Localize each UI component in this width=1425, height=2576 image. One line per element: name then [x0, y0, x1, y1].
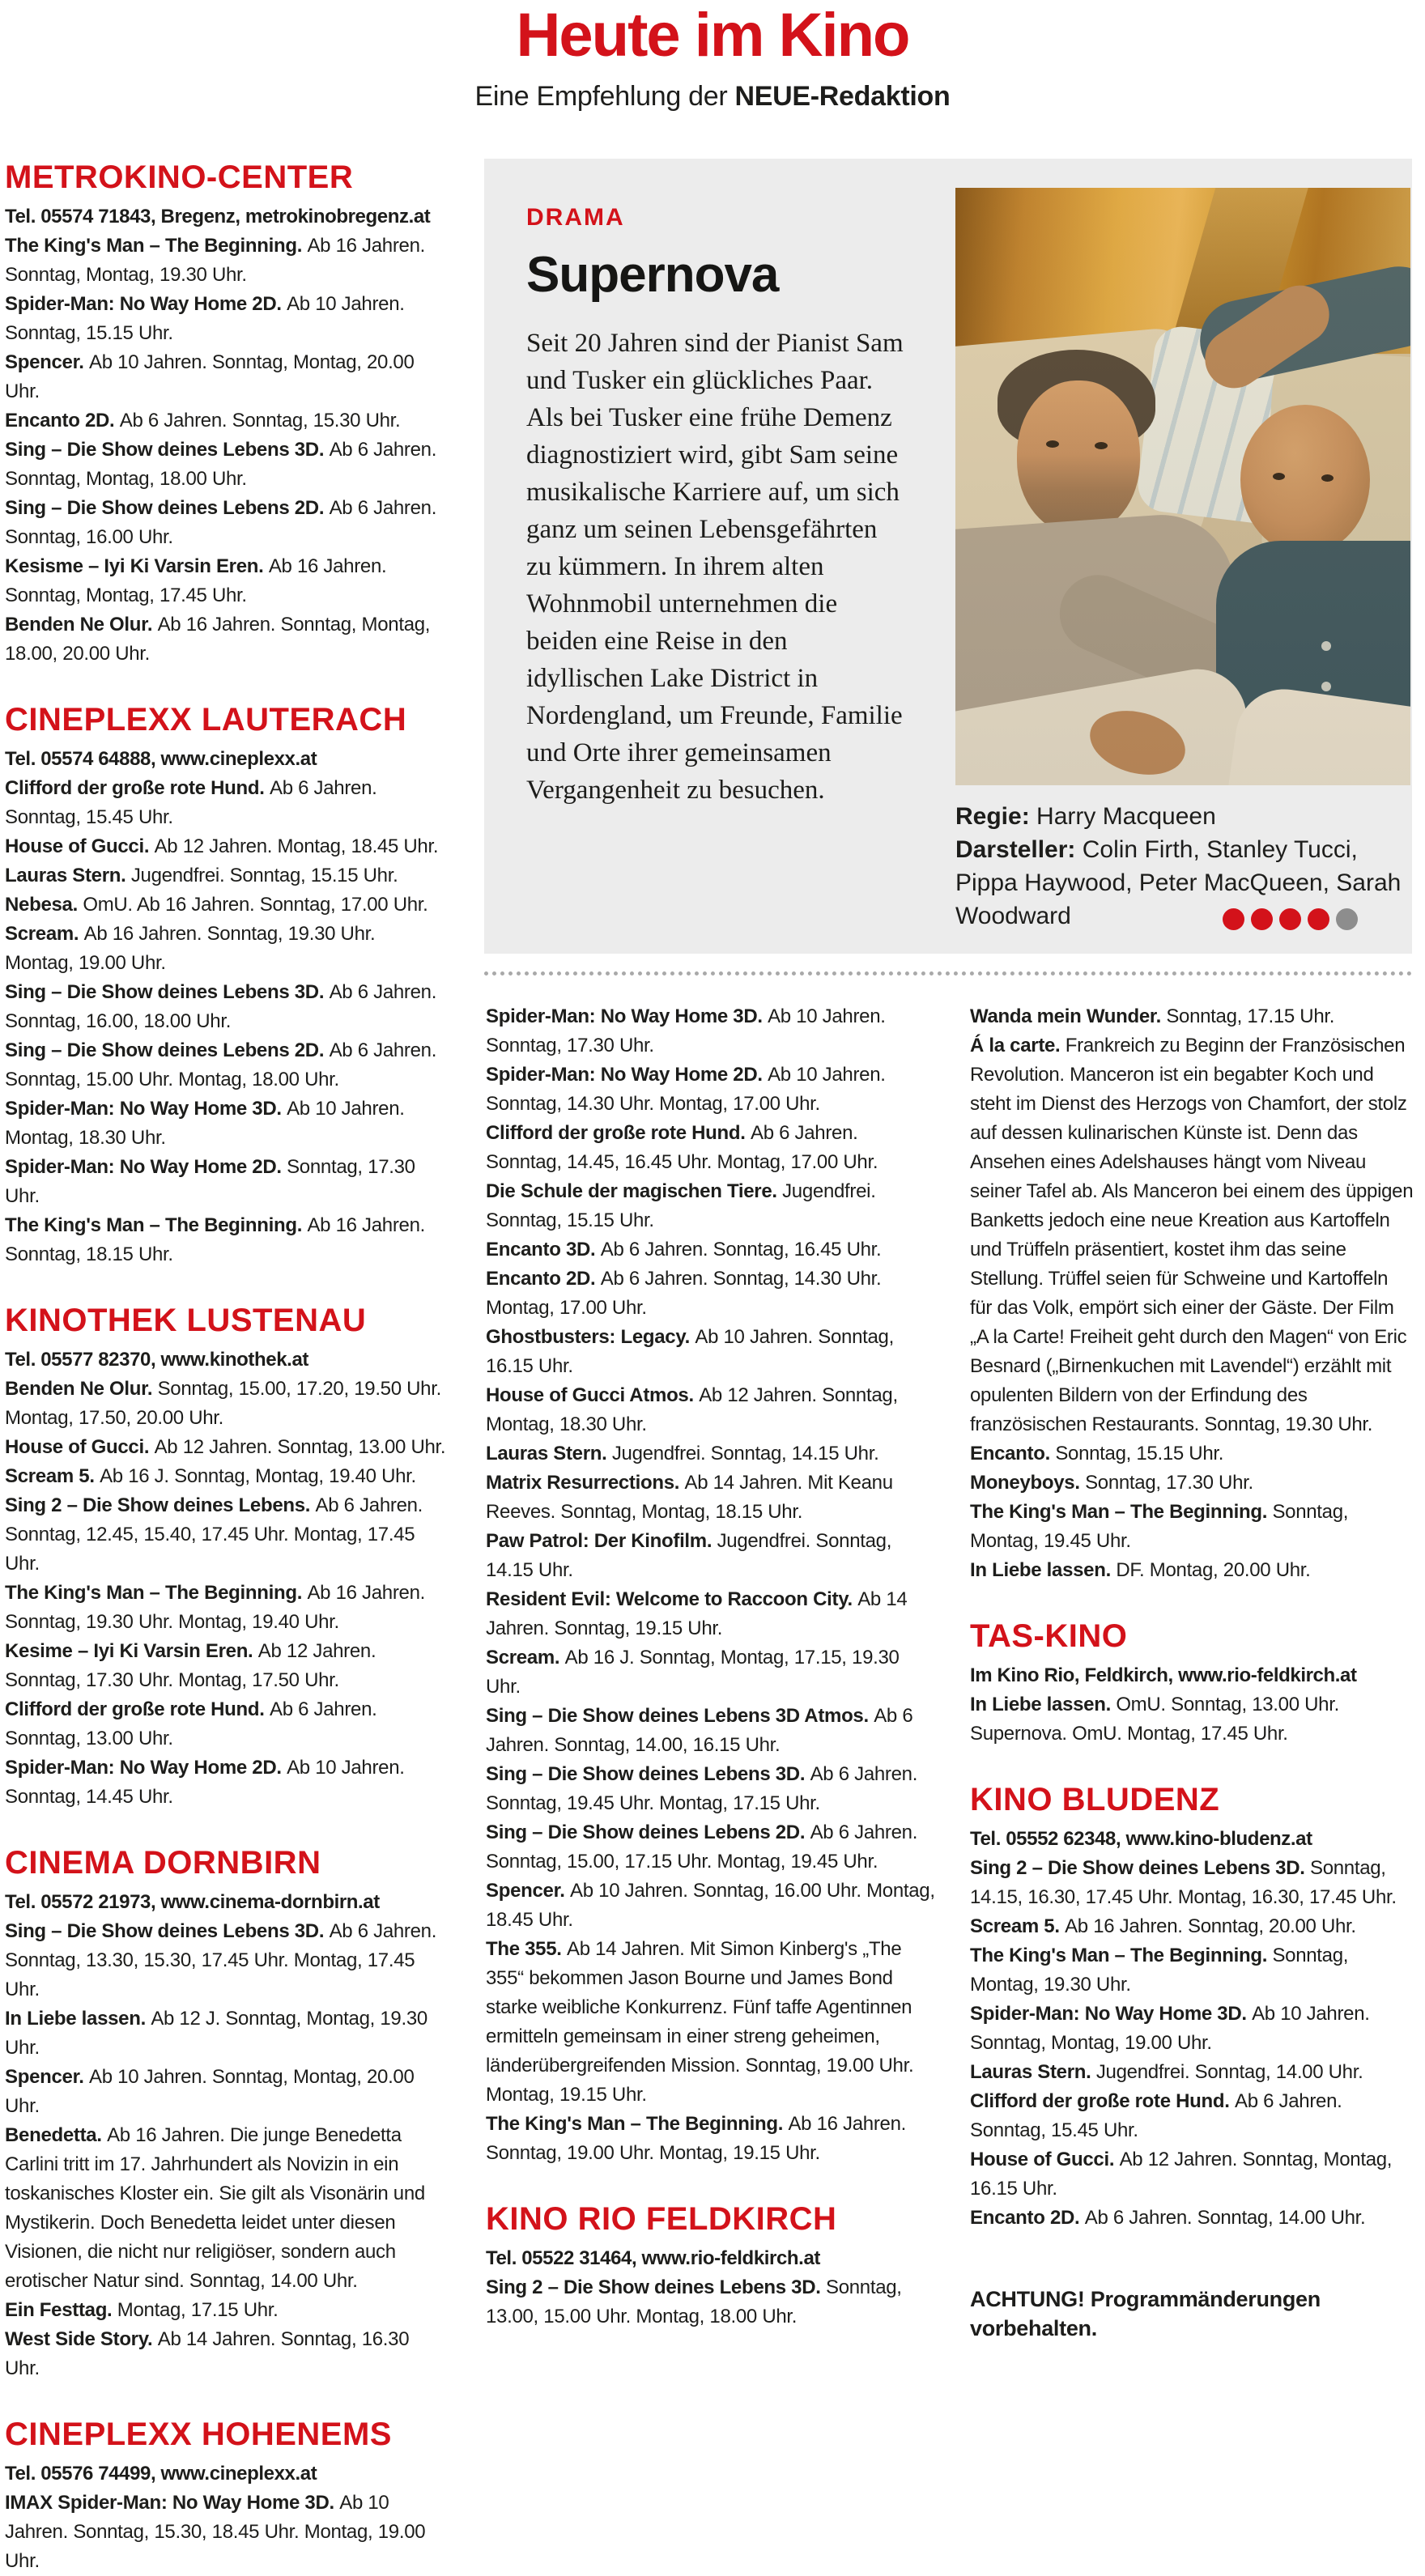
feature-film-title: Supernova	[526, 247, 779, 303]
film-showtimes: Ab 10 Jahren. Sonntag, Montag, 20.00 Uhr.	[5, 351, 415, 402]
film-title: Kesime – Iyi Ki Varsin Eren.	[5, 1640, 258, 1662]
subtitle-brand: NEUE-Redaktion	[734, 81, 951, 112]
film-title: Spider-Man: No Way Home 3D.	[5, 1098, 287, 1120]
film-title: Wanda mein Wunder.	[970, 1005, 1167, 1027]
film-showtimes: Ab 6 Jahren. Sonntag, 13.00 Uhr.	[5, 1698, 377, 1749]
film-showtimes: Ab 16 Jahren. Sonntag, Montag, 18.00, 20.00 Uhr.	[5, 614, 431, 665]
film-showtimes: Ab 14 Jahren. Mit Simon Kinberg's „The 355“ bekommen Jason Bourne und James Bond starke weibliche Konkurrenz. Fünf taffe Agentinnen ermitteln gemeinsam in einer streng geheimen, länderübergreifenden Mission. Sonntag, 19.00 Uhr. Montag, 19.15 Uhr.	[486, 1938, 914, 2106]
film-showtimes: OmU. Sonntag, 13.00 Uhr.	[1116, 1694, 1339, 1715]
section-header: KINO BLUDENZ	[970, 1782, 1220, 1817]
cinema-info: Tel. 05574 64888, www.cineplexx.at	[5, 748, 317, 770]
film-showtimes: Ab 10 Jahren. Sonntag, 17.30 Uhr.	[486, 1005, 886, 1056]
film-title: House of Gucci.	[970, 2149, 1120, 2170]
film-showtimes: Ab 16 J. Sonntag, Montag, 17.15, 19.30 Uhr.	[486, 1647, 900, 1698]
film-listing	[486, 1002, 936, 1061]
film-listing	[486, 1643, 936, 1702]
film-title: Sing – Die Show deines Lebens 3D Atmos.	[486, 1705, 874, 1727]
film-showtimes: Ab 6 Jahren. Sonntag, 19.45 Uhr. Montag, 17.15 Uhr.	[486, 1763, 918, 1814]
film-listing	[5, 436, 449, 494]
film-title: Sing – Die Show deines Lebens 3D.	[5, 1920, 330, 1942]
film-showtimes: Ab 6 Jahren. Sonntag, Montag, 18.00 Uhr.	[5, 439, 437, 490]
rating-dot-filled	[1223, 908, 1244, 930]
feature-review-panel	[484, 159, 1412, 954]
film-title: Die Schule der magischen Tiere.	[486, 1180, 783, 1202]
film-listing	[486, 1235, 936, 1265]
film-listing	[5, 1917, 449, 2004]
film-title: Spider-Man: No Way Home 3D.	[970, 2003, 1253, 2025]
section-header: KINOTHEK LUSTENAU	[5, 1303, 367, 1338]
film-listing	[486, 1061, 936, 1119]
film-listing	[970, 1854, 1414, 1912]
film-title: Spencer.	[486, 1880, 571, 1902]
film-listing	[5, 406, 449, 436]
cinema-info: Tel. 05552 62348, www.kino-bludenz.at	[970, 1828, 1312, 1850]
film-title: Sing 2 – Die Show deines Lebens.	[5, 1494, 316, 1516]
film-title: IMAX Spider-Man: No Way Home 3D.	[5, 2492, 340, 2514]
film-title: The King's Man – The Beginning.	[5, 1582, 308, 1604]
film-showtimes: Ab 6 Jahren. Sonntag, 16.00 Uhr.	[5, 497, 437, 548]
film-listing	[970, 1690, 1414, 1719]
cinema-info: Tel. 05572 21973, www.cinema-dornbirn.at	[5, 1891, 380, 1913]
film-title: Scream.	[5, 923, 84, 945]
film-showtimes: Sonntag, Montag, 19.30 Uhr.	[970, 1945, 1349, 1996]
film-listing	[5, 1211, 449, 1269]
film-title: Resident Evil: Welcome to Raccoon City.	[486, 1588, 858, 1610]
film-showtimes: Ab 12 Jahren. Sonntag, 13.00 Uhr.	[154, 1436, 446, 1458]
film-showtimes: Ab 6 Jahren. Sonntag, 13.30, 15.30, 17.45 Uhr. Montag, 17.45 Uhr.	[5, 1920, 437, 2000]
film-showtimes: Jugendfrei. Sonntag, 14.15 Uhr.	[611, 1443, 879, 1464]
film-showtimes: Ab 16 Jahren. Sonntag, Montag, 17.45 Uhr.	[5, 555, 387, 606]
film-showtimes: Ab 10 Jahren. Sonntag, 16.00 Uhr. Montag, 18.45 Uhr.	[486, 1880, 935, 1931]
film-showtimes: Jugendfrei. Sonntag, 15.15 Uhr.	[130, 865, 398, 886]
film-showtimes: Ab 16 Jahren. Sonntag, 18.15 Uhr.	[5, 1214, 425, 1265]
film-title: Lauras Stern.	[970, 2061, 1096, 2083]
film-listing	[486, 1818, 936, 1877]
cinema-info: Tel. 05576 74499, www.cineplexx.at	[5, 2463, 317, 2485]
film-showtimes: Ab 10 Jahren. Sonntag, 16.15 Uhr.	[486, 1326, 894, 1377]
rating-dots	[1223, 908, 1358, 930]
film-showtimes: Ab 6 Jahren. Sonntag, 15.00, 17.15 Uhr. Montag, 19.45 Uhr.	[486, 1821, 918, 1872]
film-title: Benden Ne Olur.	[5, 1378, 158, 1400]
film-showtimes: Ab 6 Jahren. Sonntag, 16.45 Uhr.	[600, 1239, 882, 1260]
film-listing	[5, 1753, 449, 1812]
film-showtimes: Ab 6 Jahren. Sonntag, 14.45, 16.45 Uhr. Montag, 17.00 Uhr.	[486, 1122, 878, 1173]
film-listing	[5, 610, 449, 669]
film-listing	[970, 1002, 1414, 1031]
film-showtimes: Sonntag, 17.30 Uhr.	[5, 1156, 415, 1207]
film-listing	[970, 2058, 1414, 2087]
film-title: The 355.	[486, 1938, 568, 1960]
listings-column-middle	[486, 1002, 936, 2332]
film-listing	[5, 2121, 449, 2296]
film-listing	[486, 1702, 936, 1760]
film-listing	[5, 1579, 449, 1637]
feature-photo-still	[955, 188, 1410, 785]
film-listing	[5, 348, 449, 406]
film-listing	[5, 978, 449, 1036]
film-title: Encanto 3D.	[486, 1239, 601, 1260]
film-listing	[486, 1265, 936, 1323]
film-title: Scream 5.	[970, 1915, 1066, 1937]
film-showtimes: Ab 10 Jahren. Sonntag, Montag, 19.00 Uhr.	[970, 2003, 1370, 2054]
film-listing	[5, 920, 449, 978]
film-showtimes: Ab 14 Jahren. Sonntag, 16.30 Uhr.	[5, 2328, 410, 2379]
film-showtimes: DF. Montag, 20.00 Uhr.	[1116, 1559, 1311, 1581]
film-showtimes: Ab 16 Jahren. Sonntag, 19.00 Uhr. Montag, 19.15 Uhr.	[486, 2113, 906, 2164]
regie-value: Harry Macqueen	[1029, 803, 1216, 830]
film-listing	[5, 2063, 449, 2121]
film-listing	[970, 2145, 1414, 2204]
film-listing	[5, 861, 449, 891]
film-showtimes: Ab 14 Jahren. Sonntag, 19.15 Uhr.	[486, 1588, 908, 1639]
film-title: Lauras Stern.	[5, 865, 131, 886]
film-listing	[486, 1935, 936, 2110]
film-title: The King's Man – The Beginning.	[486, 2113, 789, 2135]
film-showtimes: Montag, 17.15 Uhr.	[117, 2299, 279, 2321]
film-title: House of Gucci Atmos.	[486, 1384, 700, 1406]
film-title: Clifford der große rote Hund.	[5, 777, 270, 799]
film-title: Kesisme – Iyi Ki Varsin Eren.	[5, 555, 269, 577]
film-listing	[486, 2110, 936, 2168]
cinema-info: Tel. 05577 82370, www.kinothek.at	[5, 1349, 308, 1371]
film-showtimes: Sonntag, 15.15 Uhr.	[1055, 1443, 1224, 1464]
section-header: KINO RIO FELDKIRCH	[486, 2201, 837, 2237]
film-listing	[970, 1498, 1414, 1556]
film-title: Sing – Die Show deines Lebens 3D.	[486, 1763, 810, 1785]
film-title: Á la carte.	[970, 1035, 1066, 1056]
film-listing	[486, 1323, 936, 1381]
film-title: Clifford der große rote Hund.	[5, 1698, 270, 1720]
film-listing	[486, 2273, 936, 2332]
section-header: TAS-KINO	[970, 1618, 1128, 1654]
film-title: Sing – Die Show deines Lebens 3D.	[5, 439, 330, 461]
film-listing	[970, 2204, 1414, 2233]
film-title: Spider-Man: No Way Home 2D.	[486, 1064, 768, 1086]
film-title: Sing – Die Show deines Lebens 2D.	[5, 1039, 330, 1061]
film-title: Sing – Die Show deines Lebens 2D.	[5, 497, 330, 519]
film-title: Ghostbusters: Legacy.	[486, 1326, 695, 1348]
film-listing	[970, 1031, 1414, 1439]
film-title: Encanto 2D.	[970, 2207, 1085, 2229]
film-showtimes: Ab 12 Jahren. Sonntag, Montag, 16.15 Uhr.	[970, 2149, 1393, 2200]
film-listing	[5, 1095, 449, 1153]
film-showtimes: Ab 6 Jahren. Sonntag, 15.45 Uhr.	[5, 777, 377, 828]
darsteller-value: Colin Firth, Stanley Tucci, Pippa Haywood, Peter MacQueen, Sarah Woodward	[955, 836, 1402, 929]
film-listing	[486, 1177, 936, 1235]
film-listing	[5, 1491, 449, 1579]
rating-dot-filled	[1308, 908, 1329, 930]
film-listing	[5, 1433, 449, 1462]
feature-synopsis: Seit 20 Jahren sind der Pianist Sam und Tusker ein glückliches Paar. Als bei Tusker eine frühe Demenz diagnostiziert wird, gibt Sam seine musikalische Karriere auf, um sich ganz um seinen Lebensgefährten zu kümmern. In ihrem alten Wohnmobil unternehmen die beiden eine Reise in den idyllischen Lake District in Nordengland, um Freunde, Familie und Orte ihrer gemeinsamen Vergangenheit zu besuchen.	[526, 329, 904, 805]
film-listing	[5, 2489, 449, 2576]
film-title: The King's Man – The Beginning.	[970, 1501, 1273, 1523]
film-showtimes: Ab 16 Jahren. Die junge Benedetta Carlini tritt im 17. Jahrhundert als Novizin in ein toskanisches Kloster ein. Sie gilt als Visonärin und Mystikerin. Doch Benedetta leidet unter diesen Visionen, die nicht nur religiöser, sondern auch erotischer Natur sind. Sonntag, 14.00 Uhr.	[5, 2124, 425, 2292]
film-listing	[5, 552, 449, 610]
section-header: CINEMA DORNBIRN	[5, 1845, 321, 1881]
film-listing	[970, 2000, 1414, 2058]
film-showtimes: Ab 12 Jahren. Sonntag, 17.30 Uhr. Montag, 17.50 Uhr.	[5, 1640, 376, 1691]
film-listing	[486, 1381, 936, 1439]
film-showtimes: Ab 16 Jahren. Sonntag, Montag, 19.30 Uhr.	[5, 235, 425, 286]
film-listing	[970, 1556, 1414, 1585]
film-showtimes: Sonntag, 14.15, 16.30, 17.45 Uhr. Montag, 16.30, 17.45 Uhr.	[970, 1857, 1397, 1908]
cinema-info: Tel. 05574 71843, Bregenz, metrokinobregenz.at	[5, 206, 431, 227]
film-listing	[5, 891, 449, 920]
film-listing	[486, 1760, 936, 1818]
film-title: Sing 2 – Die Show deines Lebens 3D.	[486, 2276, 826, 2298]
film-title: In Liebe lassen.	[5, 2008, 151, 2030]
film-showtimes: Ab 16 Jahren. Sonntag, 19.30 Uhr. Montag, 19.40 Uhr.	[5, 1582, 425, 1633]
dotted-separator	[484, 971, 1412, 976]
genre-kicker: DRAMA	[526, 204, 625, 231]
film-title: House of Gucci.	[5, 835, 155, 857]
page-title: Heute im Kino	[516, 1, 909, 70]
film-title: West Side Story.	[5, 2328, 158, 2350]
film-listing	[970, 1439, 1414, 1469]
film-showtimes: Ab 10 Jahren. Sonntag, 15.15 Uhr.	[5, 293, 405, 344]
film-listing	[970, 1941, 1414, 2000]
film-showtimes: Supernova. OmU. Montag, 17.45 Uhr.	[970, 1723, 1288, 1745]
film-showtimes: Sonntag, Montag, 19.45 Uhr.	[970, 1501, 1349, 1552]
film-title: Spencer.	[5, 351, 90, 373]
film-listing	[970, 1912, 1414, 1941]
film-title: Benedetta.	[5, 2124, 108, 2146]
film-title: Moneyboys.	[970, 1472, 1086, 1494]
section-header: CINEPLEXX HOHENEMS	[5, 2417, 392, 2452]
film-title: In Liebe lassen.	[970, 1694, 1117, 1715]
film-showtimes: Ab 10 Jahren. Montag, 18.30 Uhr.	[5, 1098, 405, 1149]
film-title: Spider-Man: No Way Home 2D.	[5, 1757, 287, 1779]
film-title: Matrix Resurrections.	[486, 1472, 685, 1494]
film-title: Sing – Die Show deines Lebens 2D.	[486, 1821, 810, 1843]
film-showtimes: Sonntag, 17.15 Uhr.	[1166, 1005, 1335, 1027]
film-listing	[5, 774, 449, 832]
film-title: Scream 5.	[5, 1465, 100, 1487]
film-showtimes: Ab 10 Jahren. Sonntag, 15.30, 18.45 Uhr. Montag, 19.00 Uhr.	[5, 2492, 426, 2572]
film-title: In Liebe lassen.	[970, 1559, 1117, 1581]
listings-column-left	[5, 159, 449, 2576]
film-listing	[5, 1153, 449, 1211]
film-title: Sing – Die Show deines Lebens 3D.	[5, 981, 330, 1003]
film-showtimes: Ab 10 Jahren. Sonntag, 14.45 Uhr.	[5, 1757, 405, 1808]
film-showtimes: Frankreich zu Beginn der Französischen Revolution. Manceron ist ein begabter Koch und steht im Dienst des Herzogs von Chamfort, der stolz auf dessen kulinarischen Künste ist. Denn das Ansehen eines Adelshauses hängt vom Niveau seiner Tafel ab. Als Manceron bei einem des üppigen Banketts jedoch eine neue Kreation aus Kartoffeln und Trüffeln präsentiert, kostet ihm das seine Stellung. Trüffel seien für Schweine und Kartoffeln für das Volk, empört sich einer der Gäste. Der Film „A la Carte! Freiheit geht durch den Magen“ von Eric Besnard („Birnenkuchen mit Lavendel“) erzählt mit opulenten Bildern von der Erfindung des französischen Restaurants. Sonntag, 19.30 Uhr.	[970, 1035, 1414, 1435]
film-showtimes: Ab 6 Jahren. Sonntag, 14.30 Uhr. Montag, 17.00 Uhr.	[486, 1268, 882, 1319]
film-showtimes: Sonntag, 17.30 Uhr.	[1085, 1472, 1253, 1494]
film-listing	[486, 1585, 936, 1643]
rating-dot-filled	[1251, 908, 1273, 930]
film-title: Nebesa.	[5, 894, 83, 916]
film-listing	[486, 1469, 936, 1527]
film-showtimes: Sonntag, 15.00, 17.20, 19.50 Uhr. Montag, 17.50, 20.00 Uhr.	[5, 1378, 441, 1429]
film-listing	[486, 1119, 936, 1177]
film-listing	[5, 2296, 449, 2325]
film-title: Spider-Man: No Way Home 3D.	[486, 1005, 768, 1027]
program-notice: ACHTUNG! Programmänderungen vorbehalten.	[970, 2287, 1321, 2340]
cinema-info: Tel. 05522 31464, www.rio-feldkirch.at	[486, 2247, 820, 2269]
film-title: The King's Man – The Beginning.	[5, 1214, 308, 1236]
film-listing	[5, 290, 449, 348]
film-showtimes: Jugendfrei. Sonntag, 15.15 Uhr.	[486, 1180, 876, 1231]
film-title: Scream.	[486, 1647, 565, 1668]
film-showtimes: Ab 12 J. Sonntag, Montag, 19.30 Uhr.	[5, 2008, 428, 2059]
film-showtimes: Ab 12 Jahren. Sonntag, Montag, 18.30 Uhr.	[486, 1384, 898, 1435]
film-listing	[486, 1877, 936, 1935]
film-title: Spider-Man: No Way Home 2D.	[5, 293, 287, 315]
cinema-info: Im Kino Rio, Feldkirch, www.rio-feldkirch.at	[970, 1664, 1357, 1686]
rating-dot-filled	[1279, 908, 1301, 930]
film-showtimes: Ab 16 Jahren. Sonntag, 19.30 Uhr. Montag, 19.00 Uhr.	[5, 923, 376, 974]
film-listing	[5, 1375, 449, 1433]
film-title: Spider-Man: No Way Home 2D.	[5, 1156, 287, 1178]
film-showtimes: Ab 6 Jahren. Sonntag, 15.00 Uhr. Montag, 18.00 Uhr.	[5, 1039, 437, 1090]
film-listing	[970, 2087, 1414, 2145]
film-showtimes: Jugendfrei. Sonntag, 14.00 Uhr.	[1095, 2061, 1363, 2083]
film-listing	[5, 1036, 449, 1095]
film-showtimes: Ab 6 Jahren. Sonntag, 15.30 Uhr.	[119, 410, 401, 431]
film-showtimes: Ab 14 Jahren. Mit Keanu Reeves. Sonntag, Montag, 18.15 Uhr.	[486, 1472, 893, 1523]
film-title: House of Gucci.	[5, 1436, 155, 1458]
film-listing	[970, 1719, 1414, 1749]
film-title: Clifford der große rote Hund.	[486, 1122, 751, 1144]
film-showtimes: Jugendfrei. Sonntag, 14.15 Uhr.	[486, 1530, 892, 1581]
rating-dot-empty	[1336, 908, 1358, 930]
page-subtitle	[0, 81, 1425, 113]
film-title: The King's Man – The Beginning.	[970, 1945, 1273, 1966]
darsteller-label: Darsteller:	[955, 836, 1076, 863]
film-listing	[5, 1462, 449, 1491]
film-title: Encanto 2D.	[5, 410, 120, 431]
film-showtimes: OmU. Ab 16 Jahren. Sonntag, 17.00 Uhr.	[83, 894, 428, 916]
film-title: Encanto 2D.	[486, 1268, 601, 1290]
film-title: The King's Man – The Beginning.	[5, 235, 308, 257]
section-header: CINEPLEXX LAUTERACH	[5, 702, 407, 738]
film-listing	[5, 232, 449, 290]
film-listing	[5, 2004, 449, 2063]
feature-text	[526, 204, 908, 809]
film-title: Ein Festtag.	[5, 2299, 117, 2321]
film-title: Encanto.	[970, 1443, 1056, 1464]
film-showtimes: Ab 6 Jahren. Sonntag, 12.45, 15.40, 17.45 Uhr. Montag, 17.45 Uhr.	[5, 1494, 423, 1575]
film-title: Sing 2 – Die Show deines Lebens 3D.	[970, 1857, 1310, 1879]
film-title: Paw Patrol: Der Kinofilm.	[486, 1530, 717, 1552]
film-showtimes: Ab 6 Jahren. Sonntag, 14.00 Uhr.	[1084, 2207, 1366, 2229]
film-showtimes: Ab 10 Jahren. Sonntag, Montag, 20.00 Uhr.	[5, 2066, 415, 2117]
listings-column-right	[970, 1002, 1414, 2343]
film-showtimes: Ab 16 J. Sonntag, Montag, 19.40 Uhr.	[100, 1465, 416, 1487]
subtitle-prefix: Eine Empfehlung der	[474, 81, 735, 112]
film-showtimes: Ab 6 Jahren. Sonntag, 16.00, 18.00 Uhr.	[5, 981, 437, 1032]
film-showtimes: Ab 16 Jahren. Sonntag, 20.00 Uhr.	[1065, 1915, 1356, 1937]
film-showtimes: Ab 12 Jahren. Montag, 18.45 Uhr.	[154, 835, 439, 857]
film-listing	[970, 1469, 1414, 1498]
film-title: Benden Ne Olur.	[5, 614, 158, 635]
film-showtimes: Ab 6 Jahren. Sonntag, 14.00, 16.15 Uhr.	[486, 1705, 913, 1756]
section-header: METROKINO-CENTER	[5, 159, 354, 195]
film-listing	[5, 2325, 449, 2383]
film-title: Lauras Stern.	[486, 1443, 612, 1464]
film-showtimes: Ab 6 Jahren. Sonntag, 15.45 Uhr.	[970, 2090, 1342, 2141]
film-title: Clifford der große rote Hund.	[970, 2090, 1235, 2112]
film-listing	[486, 1439, 936, 1469]
film-showtimes: Ab 10 Jahren. Sonntag, 14.30 Uhr. Montag, 17.00 Uhr.	[486, 1064, 886, 1115]
film-listing	[486, 1527, 936, 1585]
film-listing	[5, 832, 449, 861]
film-showtimes: Sonntag, 13.00, 15.00 Uhr. Montag, 18.00 Uhr.	[486, 2276, 902, 2327]
regie-label: Regie:	[955, 803, 1030, 830]
film-listing	[5, 1637, 449, 1695]
photo-warm-tone-overlay	[955, 188, 1410, 785]
film-title: Spencer.	[5, 2066, 90, 2088]
film-listing	[5, 494, 449, 552]
film-listing	[5, 1695, 449, 1753]
